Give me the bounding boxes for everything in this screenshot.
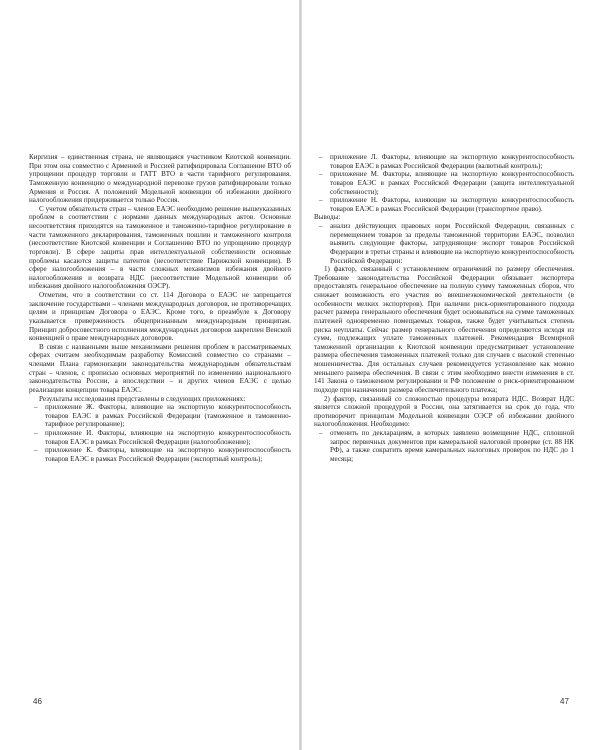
list-item: – анализ действующих правовых норм Российской Федерации, связанных с перемещением товаров за пределы таможенной территории ЕАЭС, позволил выявить следующие факторы, затрудняющие экспорт товаров Российской Федерации в третьи страны и влияющие на экспортную конкурентоспособность Российской Федерации: [314, 222, 574, 265]
paragraph: С учетом обязательств стран – членов ЕАЭС необходимо решение вышеуказанных проблем в соответствии с нормами данных международных актов. Основные несоответствия приходятся на таможенное и таможенно-тарифное регулирование в части таможенного декларирования, таможенных пошлин и таможенного контроля (несоответствие Киотской конвенции и Соглашению ВТО по упрощению процедур торговли). В сфере защиты прав интеллектуальной собственности основные проблемы касаются защиты патентов (несоответствие Парижской конвенции). В сфере налогообложения – в части сложных механизмов избежания двойного налогообложения и возврата НДС (несоответствие Модельной конвенции об избежания двойного налогообложения ОЭСР). [29, 204, 291, 291]
paragraph: Результаты исследования представлены в следующих приложениях: [39, 394, 246, 403]
list-item: – отменить по декларациям, в которых заявлено возмещение НДС, сплошной запрос первичных документов при камеральной налоговой проверке (ст. 88 НК РФ), а также сократить время камеральных налоговых проверок по НДС до 1 месяца; [314, 429, 574, 464]
list-item: – приложение Л. Факторы, влияющие на экспортную конкурентоспособность товаров ЕАЭС в рамках Российской Федерации (валютный контроль); [314, 153, 574, 170]
left-page-body [29, 153, 291, 464]
paragraph: 2) фактор, связанный со сложностью процедуры возврата НДС. Возврат НДС является сложной процедурой в России, она затягивается на срок до года, что противоречит принципам Модельной конвенции ОЭСР об избежании двойного налогообложения. Необходимо: [314, 394, 574, 429]
book-gutter [299, 0, 302, 750]
paragraph: Киргизия – единственная страна, не являющаяся участником Киотской конвенции. При этом она совместно с Арменией и Россией ратифицировала Соглашение ВТО об упрощении процедур торговли и ГАТТ ВТО в части тарифного регулирования. Таможенную конвенцию о международной перевозке грузов ратифицировали только Армения и Россия. А положений Модельной конвенции об избежании двойного налогообложения придерживается только Россия. [29, 153, 291, 205]
list-item: – приложение Ж. Факторы, влияющие на экспортную конкурентоспособность товаров ЕАЭС в рамках Российской Федерации (таможенное и таможенно-тарифное регулирование); [29, 403, 291, 429]
paragraph: 1) фактор, связанный с установлением ограничений по размеру обеспечения. Требование законодательства Российской Федерации обязывает экспортера предоставлять генеральное обеспечение на полную сумму таможенных сборов, что снижает возможность его участия во внешнеэкономической деятельности (в особенности мелких экспортеров). При наличии риск-ориентированного подхода расчет размера генерального обеспечения будет основываться на сумме таможенных платежей одновременно помещаемых товаров, также будет учитываться степень риска неуплаты. Сейчас размер генерального обеспечения определяются исходя из сумм, подлежащих уплате таможенных платежей. Рекомендация Всемирной таможенной организации к Киотской конвенции предусматривает установление размера обеспечения таможенных платежей только для случаев с высокой степенью мошенничества. Для остальных случаев рекомендуется установление как можно меньшего размера обеспечения. В связи с этим необходимо внести изменения в ст. 141 Закона о таможенном регулировании и РФ положение о риск-ориентированном подходе при назначении размера обеспечительного платежа; [314, 265, 574, 394]
page-number-left: 46 [33, 697, 42, 706]
list-item: – приложение И. Факторы, влияющие на экспортную конкурентоспособность товаров ЕАЭС в рамках Российской Федерации (налогообложение); [29, 429, 291, 446]
right-page-body [314, 153, 574, 464]
list-item: – приложение К. Факторы, влияющие на экспортную конкурентоспособность товаров ЕАЭС в рамках Российской Федерации (экспортный контроль); [29, 446, 291, 463]
paragraph: Выводы: [314, 213, 341, 222]
list-item: – приложение Н. Факторы, влияющие на экспортную конкурентоспособность товаров ЕАЭС в рамках Российской Федерации (транспортное право). [314, 196, 574, 213]
list-item: – приложение М. Факторы, влияющие на экспортную конкурентоспособность товаров ЕАЭС в рамках Российской Федерации (защита интеллектуальной собственности); [314, 170, 574, 196]
paragraph: Отметим, что в соответствии со ст. 114 Договора о ЕАЭС не запрещается заключение государствами – членами международных договоров, не противоречащих целям и принципам Договора о ЕАЭС. Кроме того, в преамбуле к Договору указывается приверженность общепризнанным международным принципам. Принцип добросовестного исполнения международных договоров закреплен Венской конвенцией о праве международных договоров. [29, 291, 291, 343]
page-number-right: 47 [560, 697, 569, 706]
paragraph: В связи с названными выше механизмами решения проблем в рассматриваемых сферах считаем необходимым разработку Комиссией совместно со странами – членами Плана гармонизации законодательства международным обязательствам стран – членов, с прописью основных мероприятий по изменению национального законодательства России, а впоследствии – и других членов ЕАЭС с целью реализации концепции товара ЕАЭС. [29, 342, 291, 394]
